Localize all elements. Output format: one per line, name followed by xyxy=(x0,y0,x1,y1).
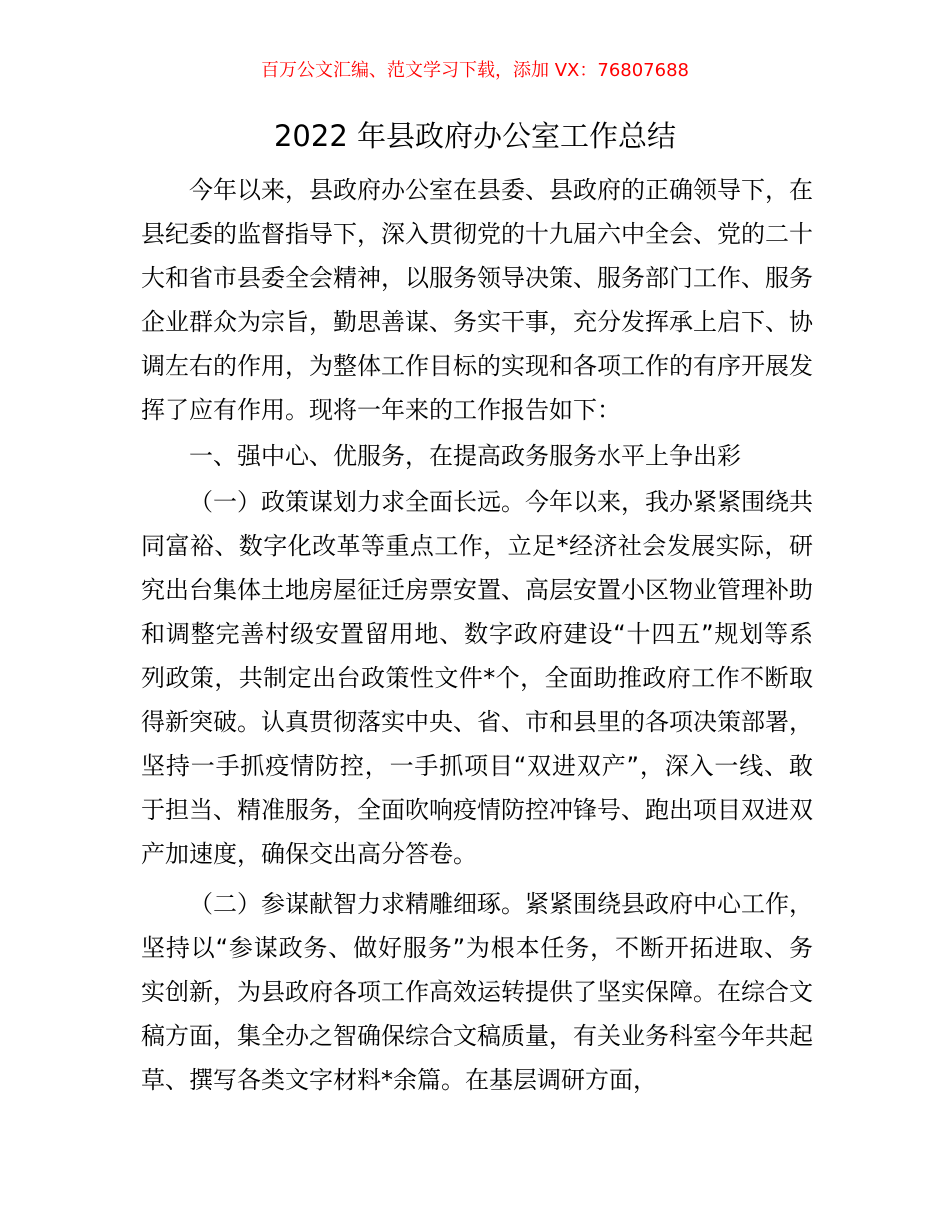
item-paragraph-2: （二）参谋献智力求精雕细琢。紧紧围绕县政府中心工作，坚持以“参谋政务、做好服务”为根本任务，不断开拓进取、务实创新，为县政府各项工作高效运转提供了坚实保障。在综合文稿方面，集全办之智确保综合文稿质量，有关业务科室今年共起草、撰写各类文字材料*余篇。在基层调研方面， xyxy=(141,890,813,1094)
document-title: 2022 年县政府办公室工作总结 xyxy=(273,119,677,153)
watermark-banner: 百万公文汇编、范文学习下载，添加 VX：76807688 xyxy=(261,60,689,81)
section-heading-1: 一、强中心、优服务，在提高政务服务水平上争出彩 xyxy=(189,442,741,470)
document-body xyxy=(141,168,813,1102)
item-paragraph-1: （一）政策谋划力求全面长远。今年以来，我办紧紧围绕共同富裕、数字化改革等重点工作，立足*经济社会发展实际，研究出台集体土地房屋征迁房票安置、高层安置小区物业管理补助和调整完善村级安置留用地、数字政府建设“十四五”规划等系列政策，共制定出台政策性文件*个，全面助推政府工作不断取得新突破。认真贯彻落实中央、省、市和县里的各项决策部署，坚持一手抓疫情防控，一手抓项目“双进双产”，深入一线、敢于担当、精准服务，全面吹响疫情防控冲锋号、跑出项目双进双产加速度，确保交出高分答卷。 xyxy=(141,488,813,868)
intro-paragraph: 今年以来，县政府办公室在县委、县政府的正确领导下，在县纪委的监督指导下，深入贯彻党的十九届六中全会、党的二十大和省市县委全会精神，以服务领导决策、服务部门工作、服务企业群众为宗旨，勤思善谋、务实干事，充分发挥承上启下、协调左右的作用，为整体工作目标的实现和各项工作的有序开展发挥了应有作用。现将一年来的工作报告如下： xyxy=(141,176,813,424)
